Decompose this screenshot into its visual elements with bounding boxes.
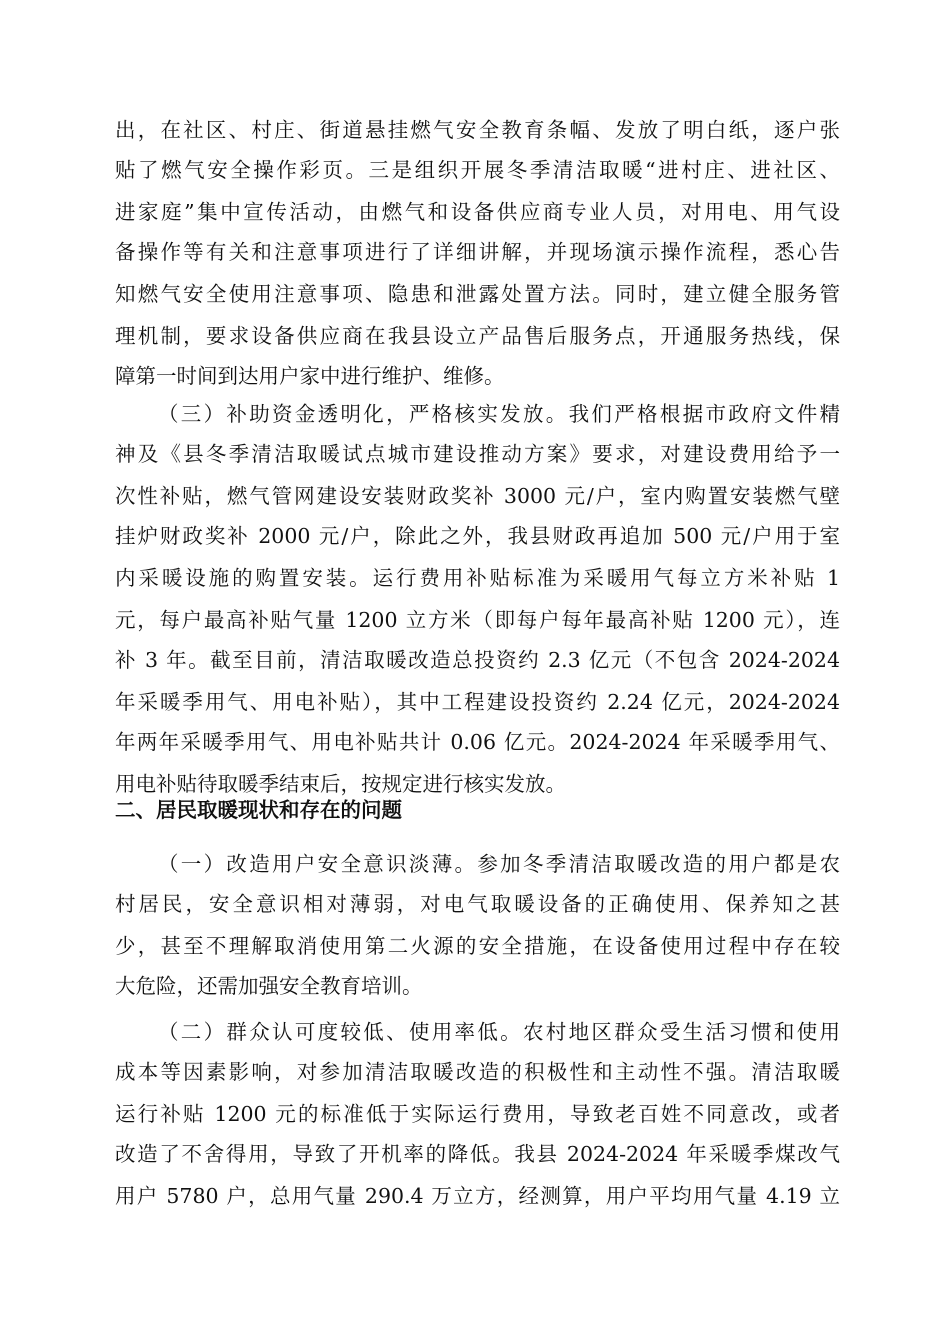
text-line: 用电补贴待取暖季结束后，按规定进行核实发放。 bbox=[115, 772, 566, 796]
text-line: 年两年采暖季用气、用电补贴共计 0.06 亿元。2024-2024 年采暖季用气、 bbox=[115, 730, 840, 754]
text-line: 神及《县冬季清洁取暖试点城市建设推动方案》要求，对建设费用给予一 bbox=[115, 442, 840, 466]
text-line: 内采暖设施的购置安装。运行费用补贴标准为采暖用气每立方米补贴 1 bbox=[115, 566, 840, 590]
text-line: 补 3 年。截至目前，清洁取暖改造总投资约 2.3 亿元（不包含 2024-2024 bbox=[115, 648, 840, 672]
text-line: 少，甚至不理解取消使用第二火源的安全措施，在设备使用过程中存在较 bbox=[115, 934, 840, 958]
text-line: 运行补贴 1200 元的标准低于实际运行费用，导致老百姓不同意改，或者 bbox=[115, 1102, 840, 1126]
text-line: 挂炉财政奖补 2000 元/户，除此之外，我县财政再追加 500 元/户用于室 bbox=[115, 524, 840, 548]
text-line: 理机制，要求设备供应商在我县设立产品售后服务点，开通服务热线，保 bbox=[115, 324, 840, 348]
text-line: 障第一时间到达用户家中进行维护、维修。 bbox=[115, 364, 505, 388]
text-line: （三）补助资金透明化，严格核实发放。我们严格根据市政府文件精 bbox=[158, 402, 840, 426]
text-line: 成本等因素影响，对参加清洁取暖改造的积极性和主动性不强。清洁取暖 bbox=[115, 1060, 840, 1084]
text-line: 知燃气安全使用注意事项、隐患和泄露处置方法。同时，建立健全服务管 bbox=[115, 282, 840, 306]
text-line: 村居民，安全意识相对薄弱，对电气取暖设备的正确使用、保养知之甚 bbox=[115, 892, 840, 916]
text-line: （一）改造用户安全意识淡薄。参加冬季清洁取暖改造的用户都是农 bbox=[158, 852, 840, 876]
text-line: 出，在社区、村庄、街道悬挂燃气安全教育条幅、发放了明白纸，逐户张 bbox=[115, 118, 840, 142]
text-line: 贴了燃气安全操作彩页。三是组织开展冬季清洁取暖“进村庄、进社区、 bbox=[115, 158, 840, 182]
text-line: 进家庭”集中宣传活动，由燃气和设备供应商专业人员，对用电、用气设 bbox=[115, 200, 840, 224]
text-line: 备操作等有关和注意事项进行了详细讲解，并现场演示操作流程，悉心告 bbox=[115, 240, 840, 264]
text-line: 年采暖季用气、用电补贴），其中工程建设投资约 2.24 亿元，2024-2024 bbox=[115, 690, 840, 714]
text-line: 元，每户最高补贴气量 1200 立方米（即每户每年最高补贴 1200 元），连 bbox=[115, 608, 840, 632]
heading-text: 二、居民取暖现状和存在的问题 bbox=[115, 798, 402, 822]
text-line: 大危险，还需加强安全教育培训。 bbox=[115, 974, 423, 998]
text-line: 用户 5780 户，总用气量 290.4 万立方，经测算，用户平均用气量 4.19 立 bbox=[115, 1184, 840, 1208]
text-line: （二）群众认可度较低、使用率低。农村地区群众受生活习惯和使用 bbox=[158, 1020, 840, 1044]
text-line: 改造了不舍得用，导致了开机率的降低。我县 2024-2024 年采暖季煤改气 bbox=[115, 1142, 840, 1166]
text-line: 次性补贴，燃气管网建设安装财政奖补 3000 元/户，室内购置安装燃气壁 bbox=[115, 484, 840, 508]
